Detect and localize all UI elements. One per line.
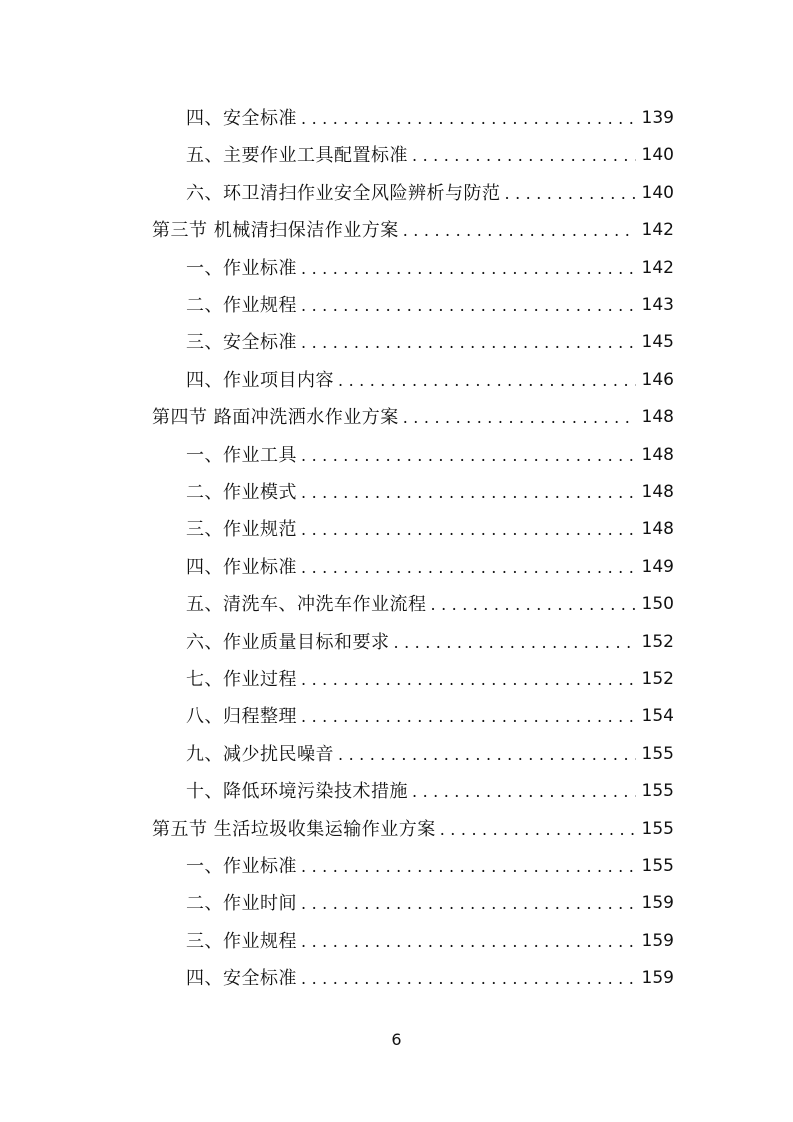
toc-entry-title: 一、作业工具	[186, 444, 297, 466]
toc-dot-leader	[301, 324, 636, 361]
toc-entry-title: 一、作业标准	[186, 257, 297, 279]
toc-entry-title: 四、作业项目内容	[186, 369, 334, 391]
toc-entry[interactable]	[186, 848, 674, 885]
toc-entry[interactable]	[186, 474, 674, 511]
toc-entry[interactable]	[186, 586, 674, 623]
toc-entry-title: 三、作业规范	[186, 519, 297, 541]
toc-dot-leader	[440, 811, 636, 848]
toc-entry-page: 159	[641, 893, 674, 914]
toc-dot-leader	[301, 848, 636, 885]
toc-entry-page: 142	[641, 257, 674, 278]
toc-entry-title: 九、减少扰民噪音	[186, 743, 334, 765]
toc-entry-title: 二、作业规程	[186, 295, 297, 316]
toc-entry-page: 150	[641, 594, 674, 615]
toc-dot-leader	[301, 698, 636, 735]
toc-entry-title: 四、作业标准	[186, 556, 297, 578]
toc-dot-leader	[394, 624, 636, 661]
toc-entry[interactable]	[186, 324, 674, 361]
toc-entry-title: 第五节 生活垃圾收集运输作业方案	[152, 818, 436, 840]
toc-entry-page: 159	[641, 930, 674, 951]
toc-dot-leader	[403, 212, 636, 249]
toc-dot-leader	[301, 511, 636, 548]
toc-entry-title: 七、作业过程	[186, 669, 297, 690]
toc-entry[interactable]	[186, 698, 674, 735]
toc-entry-title: 四、安全标准	[186, 108, 297, 129]
toc-entry-page: 148	[641, 407, 674, 428]
toc-entry-title: 四、安全标准	[186, 968, 297, 990]
toc-entry-title: 五、清洗车、冲洗车作业流程	[186, 594, 427, 616]
toc-entry-page: 139	[641, 108, 674, 128]
toc-entry-page: 152	[641, 669, 674, 689]
toc-entry-page: 155	[641, 818, 674, 839]
toc-entry[interactable]	[186, 549, 674, 586]
toc-dot-leader	[301, 923, 636, 960]
toc-dot-leader	[403, 399, 636, 436]
toc-entry-page: 145	[641, 332, 674, 353]
toc-entry-page: 148	[641, 444, 674, 465]
toc-entry[interactable]	[186, 624, 674, 661]
toc-dot-leader	[301, 437, 636, 474]
toc-entry-page: 140	[641, 145, 674, 166]
toc-entry-title: 六、作业质量目标和要求	[186, 631, 390, 653]
page-number: 6	[391, 1030, 402, 1049]
toc-entry[interactable]	[186, 250, 674, 287]
toc-entry[interactable]	[186, 175, 674, 212]
toc-entry-page: 143	[641, 295, 674, 315]
toc-entry-page: 155	[641, 781, 674, 802]
toc-entry-title: 二、作业模式	[186, 482, 297, 503]
toc-entry[interactable]	[186, 661, 674, 698]
toc-entry-title: 一、作业标准	[186, 856, 297, 877]
toc-entry[interactable]	[186, 137, 674, 174]
toc-entry-title: 五、主要作业工具配置标准	[186, 145, 408, 167]
toc-entry-title: 三、安全标准	[186, 332, 297, 354]
toc-entry-title: 第四节 路面冲洗洒水作业方案	[152, 407, 399, 429]
toc-dot-leader	[301, 287, 636, 324]
toc-dot-leader	[301, 474, 636, 511]
toc-entry-title: 三、作业规程	[186, 930, 297, 952]
toc-dot-leader	[301, 250, 636, 287]
toc-dot-leader	[301, 549, 636, 586]
toc-entry-page: 148	[641, 519, 674, 540]
toc-entry-page: 154	[641, 706, 674, 727]
toc-dot-leader	[505, 175, 636, 212]
toc-dot-leader	[412, 137, 636, 174]
toc-dot-leader	[338, 736, 636, 773]
toc-entry-page: 148	[641, 482, 674, 502]
toc-entry[interactable]	[186, 960, 674, 997]
toc-dot-leader	[431, 586, 636, 623]
toc-dot-leader	[338, 362, 636, 399]
toc-entry-page: 149	[641, 556, 674, 577]
toc-entry-page: 155	[641, 743, 674, 764]
toc-entry-title: 十、降低环境污染技术措施	[186, 781, 408, 803]
toc-entry[interactable]	[186, 437, 674, 474]
toc-entry[interactable]	[186, 362, 674, 399]
toc-entry-title: 八、归程整理	[186, 706, 297, 728]
toc-entry[interactable]	[186, 885, 674, 922]
toc-dot-leader	[301, 960, 636, 997]
toc-dot-leader	[301, 100, 636, 137]
toc-entry[interactable]	[152, 212, 674, 249]
toc-entry-page: 155	[641, 856, 674, 876]
toc-entry-title: 第三节 机械清扫保洁作业方案	[152, 220, 399, 242]
toc-entry-page: 152	[641, 631, 674, 652]
toc-entry[interactable]	[186, 736, 674, 773]
toc-entry-page: 159	[641, 968, 674, 989]
toc-entry-title: 六、环卫清扫作业安全风险辨析与防范	[186, 182, 501, 204]
toc-entry[interactable]	[152, 399, 674, 436]
toc-entry-page: 140	[641, 182, 674, 203]
toc-dot-leader	[301, 661, 636, 698]
toc-dot-leader	[301, 885, 636, 922]
toc-dot-leader	[412, 773, 636, 810]
toc-entry[interactable]	[186, 287, 674, 324]
toc-entry[interactable]	[152, 811, 674, 848]
toc-entry-page: 142	[641, 220, 674, 241]
toc-entry-page: 146	[641, 369, 674, 390]
toc-entry[interactable]	[186, 773, 674, 810]
toc-entry[interactable]	[186, 923, 674, 960]
toc-entry[interactable]	[186, 100, 674, 137]
toc-entry-title: 二、作业时间	[186, 893, 297, 915]
toc-entry[interactable]	[186, 511, 674, 548]
